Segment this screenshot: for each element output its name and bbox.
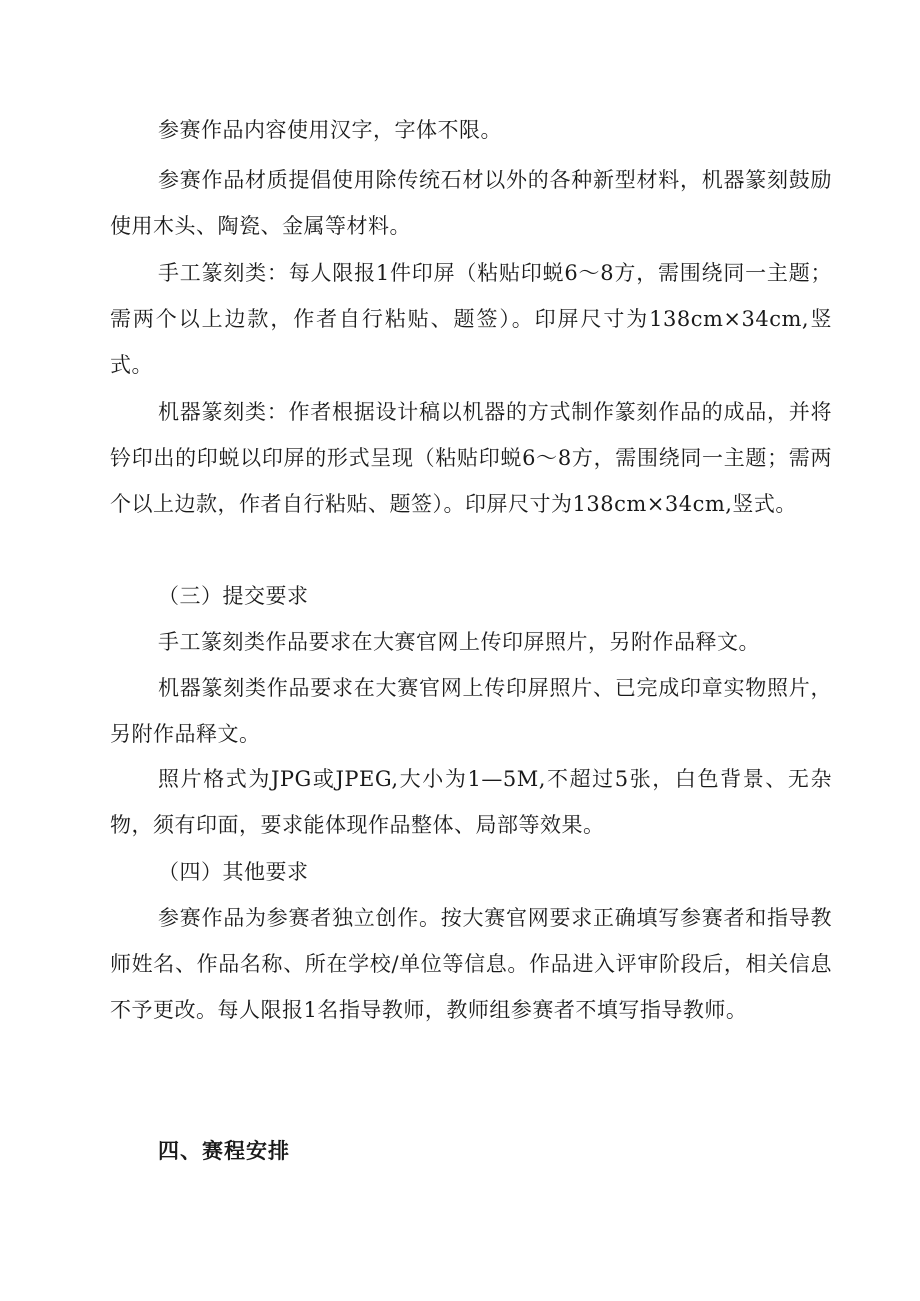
section-heading-schedule: 四、赛程安排 (158, 1138, 290, 1163)
paragraph-machine-carving: 机器篆刻类：作者根据设计稿以机器的方式制作篆刻作品的成品，并将钤印出的印蜕以印屏的形式呈现（粘贴印蜕6～8方，需围绕同一主题；需两个以上边款，作者自行粘贴、题签）。印屏尺寸为138cm×34cm,竖式。 (110, 400, 832, 516)
paragraph-machine-submission: 机器篆刻类作品要求在大赛官网上传印屏照片、已完成印章实物照片，另附作品释文。 (110, 676, 832, 746)
paragraph-photo-format: 照片格式为JPG或JPEG,大小为1—5M,不超过5张，白色背景、无杂物，须有印面，要求能体现作品整体、局部等效果。 (110, 767, 832, 837)
paragraph-font-rule: 参赛作品内容使用汉字，字体不限。 (158, 118, 502, 142)
paragraph-other-requirements: 参赛作品为参赛者独立创作。按大赛官网要求正确填写参赛者和指导教师姓名、作品名称、所在学校/单位等信息。作品进入评审阶段后，相关信息不予更改。每人限报1名指导教师，教师组参赛者不填写指导教师。 (110, 906, 832, 1022)
paragraph-material-rule: 参赛作品材质提倡使用除传统石材以外的各种新型材料，机器篆刻鼓励使用木头、陶瓷、金属等材料。 (110, 168, 832, 238)
subsection-submission-requirements: （三）提交要求 (158, 584, 309, 608)
subsection-other-requirements: （四）其他要求 (158, 860, 309, 884)
paragraph-manual-carving: 手工篆刻类：每人限报1件印屏（粘贴印蜕6～8方，需围绕同一主题；需两个以上边款，作者自行粘贴、题签）。印屏尺寸为138cm×34cm,竖式。 (110, 261, 832, 377)
paragraph-manual-submission: 手工篆刻类作品要求在大赛官网上传印屏照片，另附作品释文。 (158, 630, 760, 654)
